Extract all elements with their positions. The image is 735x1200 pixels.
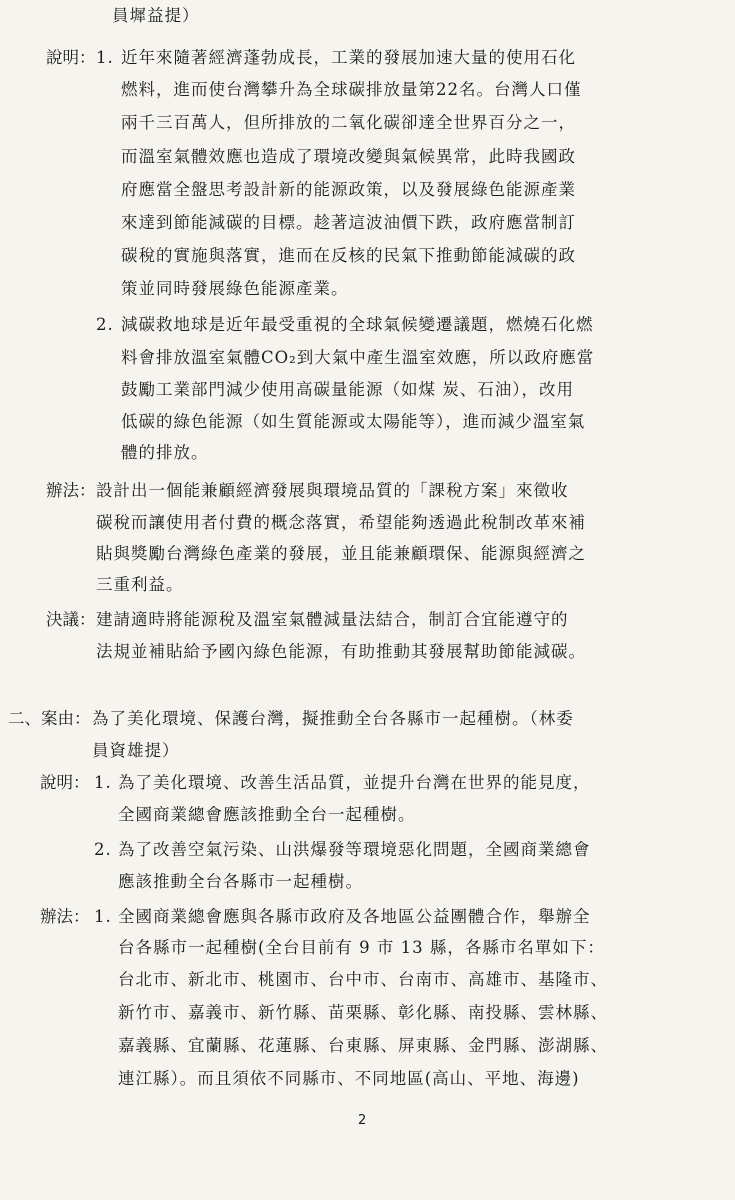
continuation-line: 員墀益提） <box>112 6 200 25</box>
body-line: 三重利益。 <box>96 575 184 594</box>
explanation-number: 1. <box>94 773 112 792</box>
body-line: 低碳的綠色能源（如生質能源或太陽能等），進而減少溫室氣 <box>121 412 586 431</box>
explanation-number: 1. <box>96 48 114 67</box>
explanation-label: 說明： <box>46 48 96 67</box>
explanation-label: 說明： <box>40 773 90 792</box>
body-line: 碳稅的實施與落實，進而在反核的民氣下推動節能減碳的政 <box>121 246 576 265</box>
method-label: 辦法： <box>46 481 96 500</box>
body-line: 為了美化環境、改善生活品質，並提升台灣在世界的能見度， <box>118 773 591 792</box>
resolution-label: 決議： <box>46 610 96 629</box>
body-line: 兩千三百萬人，但所排放的二氧化碳卻達全世界百分之一， <box>121 113 576 132</box>
body-line: 為了美化環境、保護台灣，擬推動全台各縣市一起種樹。（林委 <box>92 709 574 728</box>
body-line: 台各縣市一起種樹(全台目前有 9 市 13 縣，各縣市名單如下： <box>118 938 605 957</box>
explanation-number: 2. <box>94 840 112 859</box>
body-line: 而溫室氣體效應也造成了環境改變與氣候異常，此時我國政 <box>121 147 576 166</box>
method-number: 1. <box>94 907 112 926</box>
body-line: 台北市、新北市、桃園市、台中市、台南市、高雄市、基隆市、 <box>118 970 608 989</box>
body-line: 燃料，進而使台灣攀升為全球碳排放量第22名。台灣人口僅 <box>121 80 582 99</box>
case-label: 二、案由： <box>8 709 91 728</box>
page-number: 2 <box>358 1113 367 1128</box>
body-line: 減碳救地球是近年最受重視的全球氣候變遷議題，燃燒石化燃 <box>121 315 594 334</box>
body-line: 策並同時發展綠色能源產業。 <box>121 279 349 298</box>
method-label: 辦法： <box>40 907 90 926</box>
body-line: 嘉義縣、宜蘭縣、花蓮縣、台東縣、屏東縣、金門縣、澎湖縣、 <box>118 1036 608 1055</box>
body-line: 料會排放溫室氣體CO₂到大氣中產生溫室效應，所以政府應當 <box>121 348 595 367</box>
body-line: 體的排放。 <box>121 443 209 462</box>
body-line: 碳稅而讓使用者付費的概念落實，希望能夠透過此稅制改革來補 <box>96 513 586 532</box>
body-line: 府應當全盤思考設計新的能源政策，以及發展綠色能源產業 <box>121 180 576 199</box>
body-line: 新竹市、嘉義市、新竹縣、苗栗縣、彰化縣、南投縣、雲林縣、 <box>118 1003 608 1022</box>
body-line: 為了改善空氣污染、山洪爆發等環境惡化問題，全國商業總會 <box>118 840 591 859</box>
body-line: 鼓勵工業部門減少使用高碳量能源（如煤 炭、石油），改用 <box>121 380 574 399</box>
body-line: 全國商業總會應與各縣市政府及各地區公益團體合作，舉辦全 <box>118 907 591 926</box>
body-line: 來達到節能減碳的目標。趁著這波油價下跌，政府應當制訂 <box>121 213 576 232</box>
body-line: 建請適時將能源稅及溫室氣體減量法結合，制訂合宜能遵守的 <box>96 610 569 629</box>
body-line: 連江縣）。而且須依不同縣市、不同地區(高山、平地、海邊) <box>118 1069 580 1088</box>
body-line: 設計出一個能兼顧經濟發展與環境品質的「課稅方案」來徵收 <box>96 481 569 500</box>
body-line: 應該推動全台各縣市一起種樹。 <box>118 872 363 891</box>
body-line: 員資雄提） <box>92 741 180 760</box>
explanation-number: 2. <box>96 315 114 334</box>
body-line: 全國商業總會應該推動全台一起種樹。 <box>118 805 416 824</box>
body-line: 貼與獎勵台灣綠色產業的發展，並且能兼顧環保、能源與經濟之 <box>96 544 586 563</box>
body-line: 法規並補貼給予國內綠色能源，有助推動其發展幫助節能減碳。 <box>96 642 586 661</box>
body-line: 近年來隨著經濟蓬勃成長，工業的發展加速大量的使用石化 <box>121 48 576 67</box>
